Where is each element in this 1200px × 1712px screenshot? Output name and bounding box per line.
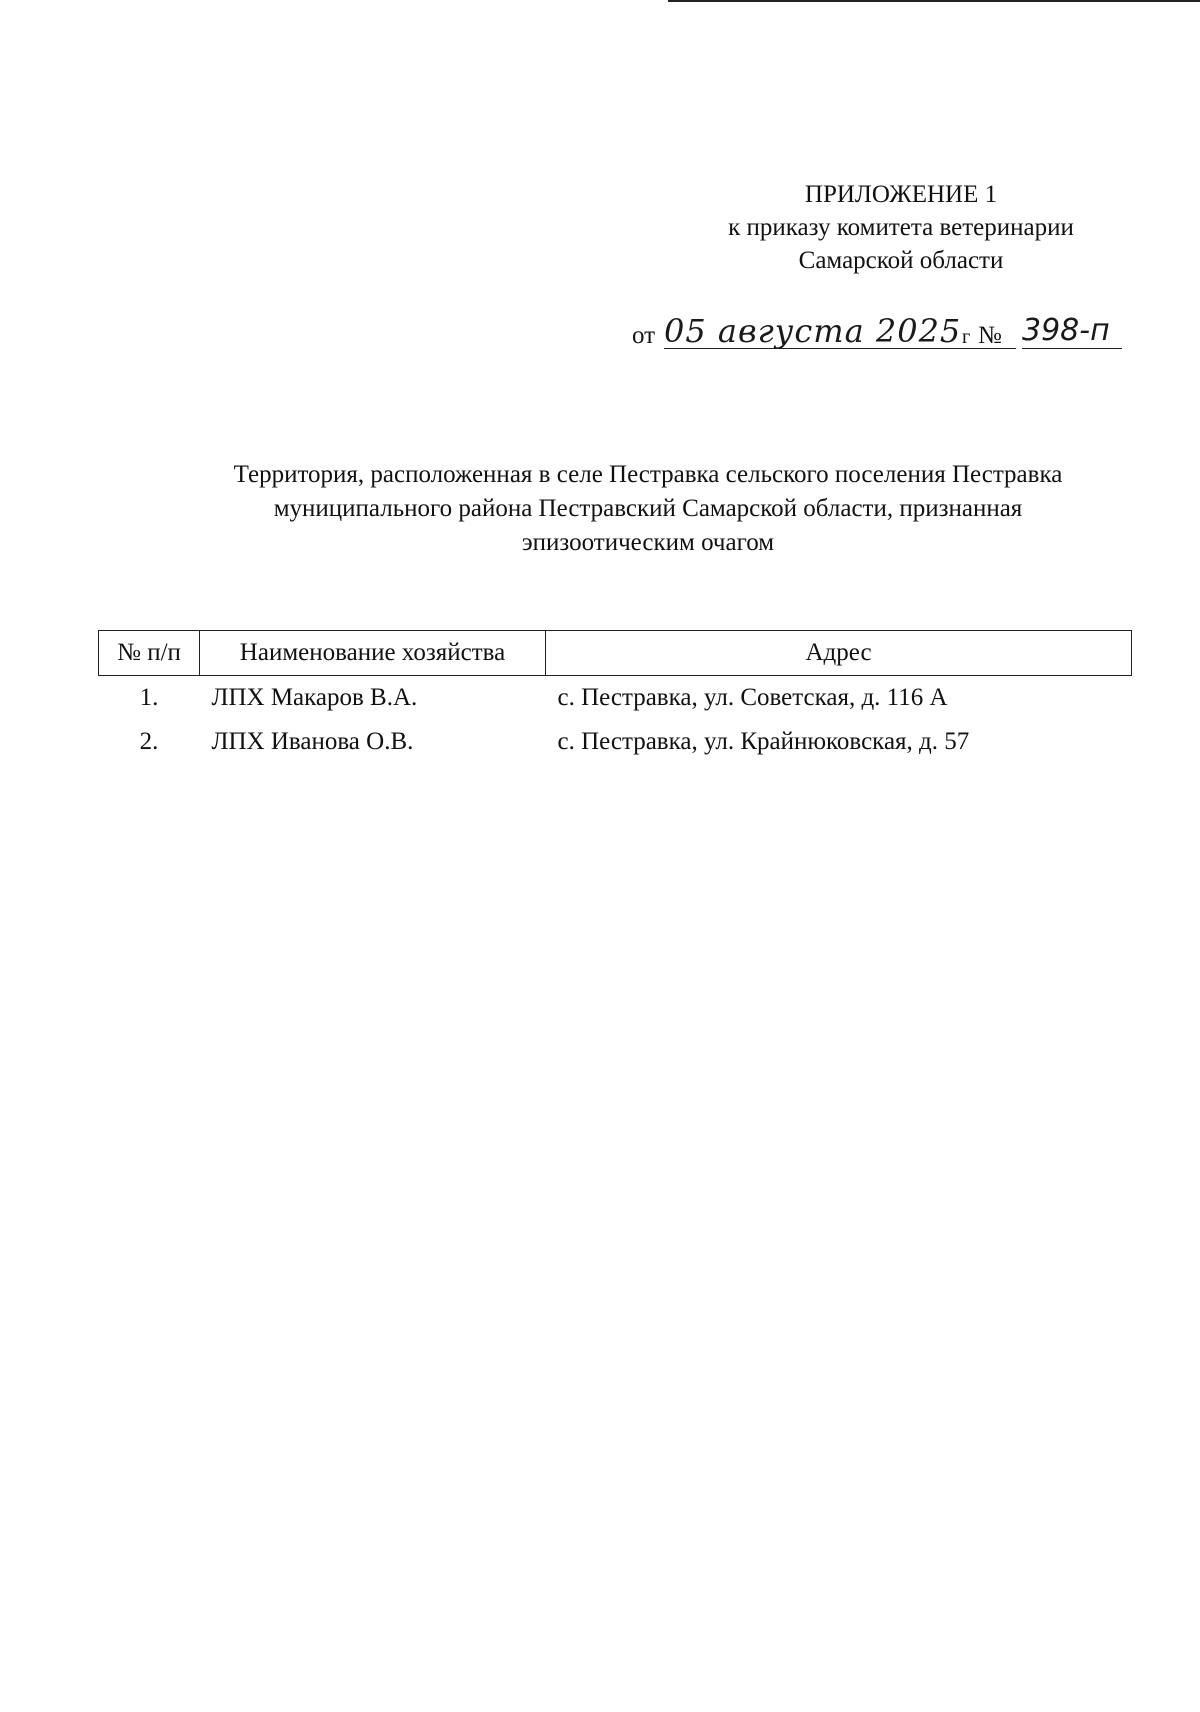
row-number: 1. (139, 684, 159, 711)
order-date-line (632, 314, 1152, 354)
order-year-suffix: г (962, 326, 971, 348)
table-row (99, 720, 1132, 764)
row-farm-name: ЛПХ Иванова О.В. (211, 728, 414, 755)
order-date-handwritten: 05 августа 2025 (664, 314, 1016, 349)
table-header-row (99, 631, 1132, 676)
row-farm-name: ЛПХ Макаров В.А. (211, 684, 418, 711)
document-heading (150, 458, 1146, 560)
appendix-block (650, 178, 1152, 277)
row-address: с. Пестравка, ул. Советская, д. 116 А (557, 684, 948, 711)
row-number: 2. (139, 728, 159, 755)
order-prefix: от (632, 322, 656, 349)
heading-line-3: эпизоотическим очагом (521, 529, 775, 556)
header-address: Адрес (546, 631, 1132, 676)
heading-line-2: муниципального района Пестравский Самарской области, признанная (273, 495, 1023, 522)
farms-table (98, 630, 1132, 764)
row-address: с. Пестравка, ул. Крайнюковская, д. 57 (557, 728, 970, 755)
appendix-title: ПРИЛОЖЕНИЕ 1 (804, 181, 998, 208)
header-number: № п/п (99, 631, 200, 676)
appendix-line-2: к приказу комитета ветеринарии (728, 214, 1074, 241)
header-farm-name: Наименование хозяйства (200, 631, 546, 676)
table-row (99, 676, 1132, 721)
top-edge-line (668, 0, 1200, 2)
order-number-sign: № (978, 322, 1002, 349)
heading-line-1: Территория, расположенная в селе Пестравка сельского поселения Пестравка (233, 461, 1063, 488)
order-number-handwritten: 398-п (1022, 314, 1122, 349)
appendix-line-3: Самарской области (798, 247, 1004, 274)
